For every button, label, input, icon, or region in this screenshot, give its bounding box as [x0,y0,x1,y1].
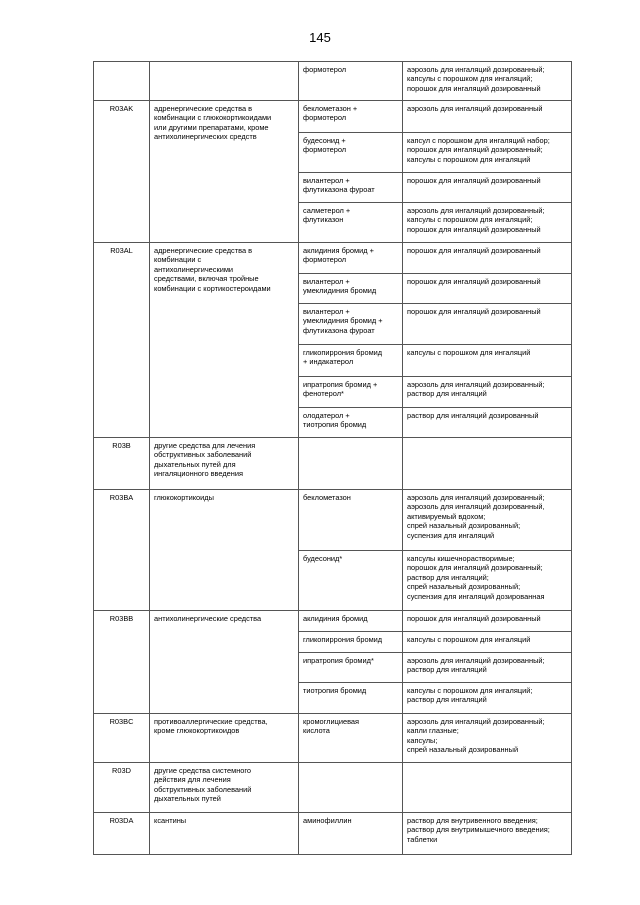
dosage-forms-cell [403,813,572,855]
group-text: средствами, включая тройные [154,274,259,284]
group-text: антихолинергических средств [154,132,257,142]
table-row [94,611,572,632]
group-text: адренергические средства в [154,246,253,255]
dosage-form: спрей назальный дозированный; [407,582,521,592]
dosage-form: аэрозоль для ингаляций дозированный; [407,65,545,74]
drug-table [93,61,572,855]
atc-code-cell: R03DA [94,813,150,855]
dosage-form: капсулы с порошком для ингаляций [407,635,531,644]
dosage-forms-cell [403,377,572,408]
dosage-form: аэрозоль для ингаляций дозированный; [407,206,545,215]
group-text: комбинации с [154,255,202,265]
drug-cell [299,101,403,133]
drug-name: вилантерол + [303,307,350,316]
dosage-form: суспензия для ингаляций дозированная [407,591,545,601]
dosage-forms-cell [403,173,572,203]
group-text: обструктивных заболеваний [154,784,252,794]
drug-cell [299,243,403,274]
dosage-form: аэрозоль для ингаляций дозированный; [407,656,545,665]
group-cell [150,714,299,763]
dosage-form: активируемый вдохом; [407,511,486,521]
dosage-forms-cell [403,490,572,551]
atc-code-cell: R03BB [94,611,150,714]
group-text: дыхательных путей для [154,459,236,469]
drug-name: вилантерол + [303,176,350,185]
group-text: дыхательных путей [154,794,221,804]
dosage-form: капсулы с порошком для ингаляций [407,348,531,357]
dosage-form: суспензия для ингаляций [407,530,495,540]
dosage-form: аэрозоль для ингаляций дозированный; [407,717,545,726]
drug-cell [299,133,403,173]
group-cell [150,611,299,714]
table-row [94,101,572,133]
dosage-forms-cell [403,653,572,683]
dosage-form: порошок для ингаляций дозированный [407,277,541,286]
dosage-form: аэрозоль для ингаляций дозированный, [407,502,545,512]
drug-cell [299,377,403,408]
drug-name: олодатерол + [303,411,350,420]
dosage-forms-cell [403,683,572,714]
group-cell [150,62,299,101]
dosage-forms-cell [403,304,572,345]
group-cell [150,763,299,813]
drug-name: беклометазон [303,493,351,502]
dosage-forms-cell [403,551,572,611]
drug-cell [299,203,403,243]
drug-cell [299,438,403,490]
table-row [94,438,572,490]
drug-name: аклидиния бромид [303,614,368,623]
group-text: обструктивных заболеваний [154,450,252,460]
drug-cell [299,632,403,653]
group-text: комбинации с кортикостероидами [154,283,271,293]
drug-cell [299,813,403,855]
group-cell [150,490,299,611]
dosage-forms-cell [403,274,572,304]
drug-cell [299,714,403,763]
dosage-forms-cell [403,243,572,274]
dosage-form: аэрозоль для ингаляций дозированный [407,104,543,113]
group-cell [150,101,299,243]
drug-name: формотерол [303,255,347,265]
drug-name: тиотропия бромид [303,686,367,695]
dosage-forms-cell [403,408,572,438]
group-cell [150,243,299,438]
dosage-form: спрей назальный дозированный [407,745,519,755]
dosage-forms-cell [403,101,572,133]
drug-name: гликопиррония бромид [303,348,383,357]
dosage-form: порошок для ингаляций дозированный [407,307,541,316]
drug-cell [299,62,403,101]
table-row [94,490,572,551]
drug-name: гликопиррония бромид [303,635,383,644]
atc-code-cell: R03AK [94,101,150,243]
dosage-form: капсулы с порошком для ингаляций; [407,74,533,84]
drug-name: будесонид* [303,554,343,563]
group-text: другие средства системного [154,766,252,775]
drug-cell [299,173,403,203]
dosage-form: раствор для ингаляций [407,695,487,705]
dosage-form: раствор для внутривенного введения; [407,816,538,825]
group-text: адренергические средства в [154,104,253,113]
group-text: действия для лечения [154,775,231,785]
table-row [94,243,572,274]
dosage-form: капсул с порошком для ингаляций набор; [407,136,550,145]
group-text: глюкокортикоиды [154,493,214,502]
table-row [94,62,572,101]
dosage-form: капли глазные; [407,726,459,736]
group-text: антихолинергическими [154,264,234,274]
drug-name: ипратропия бромид + [303,380,378,389]
dosage-form: порошок для ингаляций дозированный [407,224,541,234]
drug-cell [299,304,403,345]
dosage-form: порошок для ингаляций дозированный; [407,145,543,155]
drug-cell [299,683,403,714]
dosage-form: аэрозоль для ингаляций дозированный; [407,380,545,389]
table-row [94,714,572,763]
drug-cell [299,345,403,377]
drug-name: + индакатерол [303,357,354,367]
drug-cell [299,763,403,813]
group-text: ингаляционного введения [154,469,243,479]
drug-name: ипратропия бромид* [303,656,374,665]
dosage-forms-cell [403,763,572,813]
dosage-form: раствор для ингаляций [407,389,487,399]
dosage-form: раствор для внутримышечного введения; [407,825,550,835]
drug-name: беклометазон + [303,104,358,113]
atc-code-cell: R03AL [94,243,150,438]
dosage-forms-cell [403,62,572,101]
group-text: или другими препаратами, кроме [154,122,269,132]
group-text: антихолинергические средства [154,614,262,623]
dosage-form: аэрозоль для ингаляций дозированный; [407,493,545,502]
drug-name: формотерол [303,65,347,74]
drug-cell [299,408,403,438]
dosage-form: порошок для ингаляций дозированный [407,614,541,623]
drug-name: фенотерол* [303,389,344,399]
dosage-form: капсулы с порошком для ингаляций; [407,215,533,225]
dosage-form: раствор для ингаляций; [407,572,489,582]
drug-name: формотерол [303,145,347,155]
drug-name: вилантерол + [303,277,350,286]
drug-name: умеклидиния бромид + [303,316,383,326]
group-cell [150,438,299,490]
dosage-form: порошок для ингаляций дозированный; [407,563,543,573]
dosage-form: раствор для ингаляций дозированный [407,411,539,420]
drug-name: флутиказона фуроат [303,185,375,195]
drug-name: флутиказона фуроат [303,325,375,335]
atc-code-cell: R03BC [94,714,150,763]
dosage-form: порошок для ингаляций дозированный [407,176,541,185]
table-body [94,62,572,855]
drug-name: формотерол [303,113,347,123]
dosage-form: капсулы кишечнорастворимые; [407,554,515,563]
dosage-forms-cell [403,438,572,490]
group-text: комбинации с глюкокортикоидами [154,113,272,123]
dosage-forms-cell [403,133,572,173]
dosage-form: спрей назальный дозированный; [407,521,521,531]
drug-name: кислота [303,726,330,736]
dosage-forms-cell [403,203,572,243]
drug-name: умеклидиния бромид [303,286,377,296]
dosage-forms-cell [403,345,572,377]
drug-cell [299,653,403,683]
dosage-form: капсулы с порошком для ингаляций; [407,686,533,695]
page-number: 145 [309,30,331,45]
drug-cell [299,551,403,611]
group-text: противоаллергические средства, [154,717,268,726]
dosage-forms-cell [403,611,572,632]
drug-name: флутиказон [303,215,344,225]
table-row [94,813,572,855]
drug-name: тиотропия бромид [303,420,367,430]
dosage-form: капсулы с порошком для ингаляций [407,154,531,164]
drug-name: кромоглициевая [303,717,360,726]
group-cell [150,813,299,855]
dosage-forms-cell [403,632,572,653]
drug-cell [299,490,403,551]
drug-name: салметерол + [303,206,351,215]
atc-code-cell: R03D [94,763,150,813]
drug-cell [299,274,403,304]
drug-name: будесонид + [303,136,346,145]
dosage-form: капсулы; [407,735,438,745]
group-text: другие средства для лечения [154,441,256,450]
dosage-form: таблетки [407,834,438,844]
atc-code-cell: R03BA [94,490,150,611]
table-row [94,763,572,813]
drug-name: аминофиллин [303,816,352,825]
dosage-form: порошок для ингаляций дозированный [407,246,541,255]
dosage-form: раствор для ингаляций [407,665,487,675]
group-text: кроме глюкокортикоидов [154,726,240,736]
group-text: ксантины [154,816,187,825]
drug-cell [299,611,403,632]
dosage-form: порошок для ингаляций дозированный [407,83,541,93]
drug-name: аклидиния бромид + [303,246,374,255]
atc-code-cell [94,62,150,101]
dosage-forms-cell [403,714,572,763]
atc-code-cell: R03B [94,438,150,490]
